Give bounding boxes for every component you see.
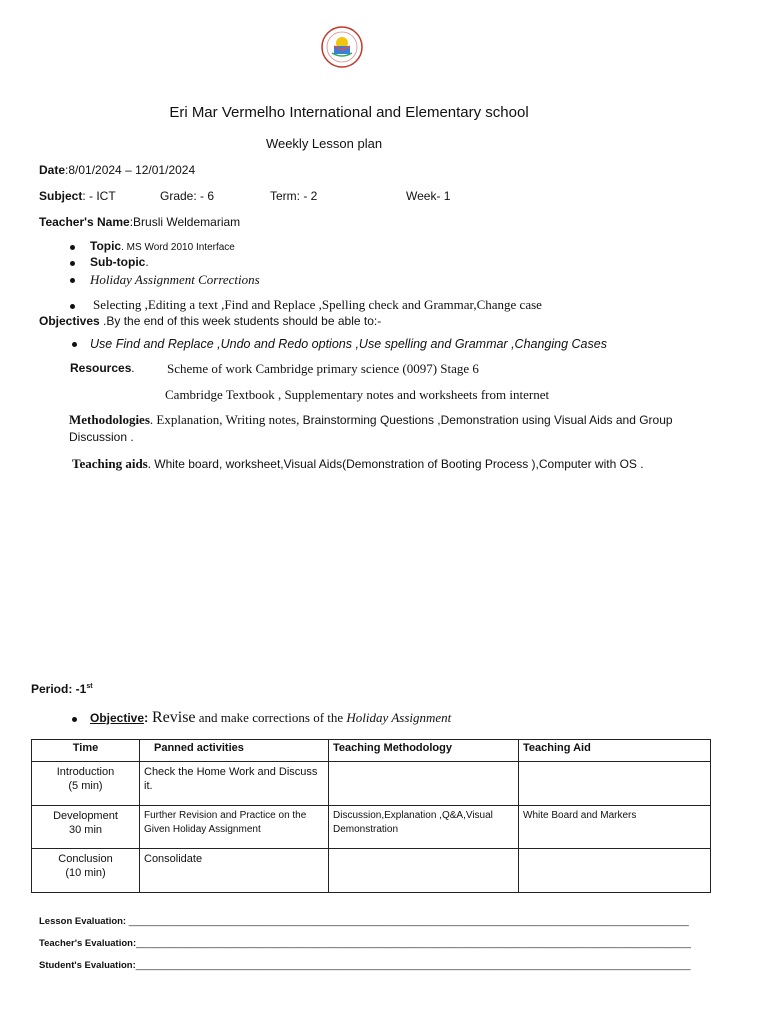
time-duration: (10 min) — [65, 867, 106, 879]
methodologies-line — [69, 412, 673, 428]
period-objective-line — [90, 709, 451, 727]
resources-dot: . — [131, 361, 135, 375]
lesson-evaluation — [39, 916, 689, 927]
term-text: Term: - 2 — [270, 189, 318, 203]
school-name: Eri Mar Vermelho International and Elementary school — [169, 104, 529, 121]
subtopic-value: . — [145, 255, 149, 269]
resources-line1: Scheme of work Cambridge primary science (0097) Stage 6 — [167, 361, 479, 376]
teacher-line — [39, 215, 240, 229]
date-value: :8/01/2024 – 12/01/2024 — [65, 163, 196, 177]
methodologies-label: Methodologies — [69, 412, 150, 427]
holiday-corrections: Holiday Assignment Corrections — [90, 272, 260, 287]
time-label: Development — [53, 810, 118, 822]
aid-cell — [519, 849, 711, 893]
time-cell — [32, 762, 140, 806]
time-cell — [32, 849, 140, 893]
period-sup: st — [86, 683, 93, 690]
school-logo — [320, 26, 364, 68]
objective-italic: Holiday Assignment — [346, 710, 452, 725]
teacher-label: Teacher's Name — [39, 215, 130, 229]
student-evaluation-label: Student's Evaluation: — [39, 960, 136, 971]
time-duration: 30 min — [68, 824, 103, 836]
header-aid: Teaching Aid — [519, 740, 711, 762]
lesson-evaluation-line: __________________________________________________________________________________________________________ — [128, 916, 689, 927]
teacher-value: :Brusli Weldemariam — [129, 215, 241, 229]
objective-colon: : — [144, 710, 152, 725]
time-cell — [32, 806, 140, 849]
activity-cell: Check the Home Work and Discuss it. — [140, 762, 329, 806]
document-title: Weekly Lesson plan — [265, 136, 383, 151]
subject-label: Subject — [39, 189, 83, 203]
table-row — [32, 849, 711, 893]
selecting-text: Selecting ,Editing a text ,Find and Replace ,Spelling check and Grammar,Change case — [93, 297, 542, 312]
resources-line — [70, 361, 134, 376]
methodologies-text: Brainstorming Questions ,Demonstration using Visual Aids and Group — [302, 413, 673, 427]
bullet-icon — [72, 717, 77, 722]
revise-word: Revise — [151, 709, 196, 726]
date-label: Date — [39, 163, 66, 177]
resources-line2: Cambridge Textbook , Supplementary notes and worksheets from internet — [165, 387, 550, 402]
teaching-aids-dot: . — [147, 456, 155, 471]
teacher-evaluation-line: _________________________________________________________________________________________________________ — [136, 938, 691, 949]
teaching-aids-text: White board, worksheet,Visual Aids(Demonstration of Booting Process ),Computer with OS . — [154, 457, 644, 471]
objectives-line — [39, 314, 381, 328]
subject-line — [39, 189, 116, 203]
student-evaluation-line: _________________________________________________________________________________________________________ — [135, 960, 691, 971]
lesson-evaluation-label: Lesson Evaluation: — [39, 916, 129, 927]
objective-item: Use Find and Replace ,Undo and Redo options ,Use spelling and Grammar ,Changing Cases — [90, 337, 607, 351]
methodologies-text2: Discussion . — [69, 430, 134, 444]
teaching-aids-label: Teaching aids — [72, 456, 148, 471]
student-evaluation — [39, 960, 691, 971]
table-row — [32, 806, 711, 849]
bullet-icon — [70, 304, 75, 309]
header-time: Time — [32, 740, 140, 762]
topic-value: . MS Word 2010 Interface — [121, 242, 235, 253]
aid-cell — [519, 762, 711, 806]
bullet-icon — [70, 245, 75, 250]
week-text: Week- 1 — [406, 189, 451, 203]
table-header-row — [32, 740, 711, 762]
bullet-icon — [70, 278, 75, 283]
methodologies-dot: . Explanation, Writing notes, — [149, 412, 303, 427]
date-line — [39, 163, 195, 177]
resources-label: Resources — [70, 361, 132, 375]
teacher-evaluation — [39, 938, 691, 949]
subtopic-label: Sub-topic — [90, 255, 146, 269]
time-duration: (5 min) — [68, 780, 103, 792]
subtopic-line — [90, 255, 149, 269]
table-row — [32, 762, 711, 806]
header-activities: Panned activities — [140, 740, 329, 762]
objectives-label: Objectives — [39, 314, 100, 328]
activity-cell: Consolidate — [140, 849, 329, 893]
teaching-aids-line — [72, 456, 644, 472]
methodology-cell: Discussion,Explanation ,Q&A,Visual Demonstration — [329, 806, 519, 849]
time-label: Conclusion — [58, 853, 113, 865]
methodology-cell — [329, 762, 519, 806]
grade-text: Grade: - 6 — [160, 189, 215, 203]
period-text: Period: -1 — [31, 682, 87, 696]
aid-cell: White Board and Markers — [519, 806, 711, 849]
objective-label: Objective — [90, 711, 145, 725]
teacher-evaluation-label: Teacher's Evaluation: — [39, 938, 137, 949]
lesson-table — [31, 739, 711, 893]
period-label — [31, 682, 93, 696]
header-methodology: Teaching Methodology — [329, 740, 519, 762]
bullet-icon — [70, 261, 75, 266]
topic-line — [90, 239, 235, 253]
activity-cell: Further Revision and Practice on the Given Holiday Assignment — [140, 806, 329, 849]
objectives-text: .By the end of this week students should be able to:- — [99, 314, 382, 328]
methodology-cell — [329, 849, 519, 893]
topic-label: Topic — [90, 239, 122, 253]
subject-value: : - ICT — [82, 189, 116, 203]
time-label: Introduction — [56, 766, 115, 778]
bullet-icon — [72, 342, 77, 347]
objective-text: and make corrections of the — [195, 710, 347, 725]
